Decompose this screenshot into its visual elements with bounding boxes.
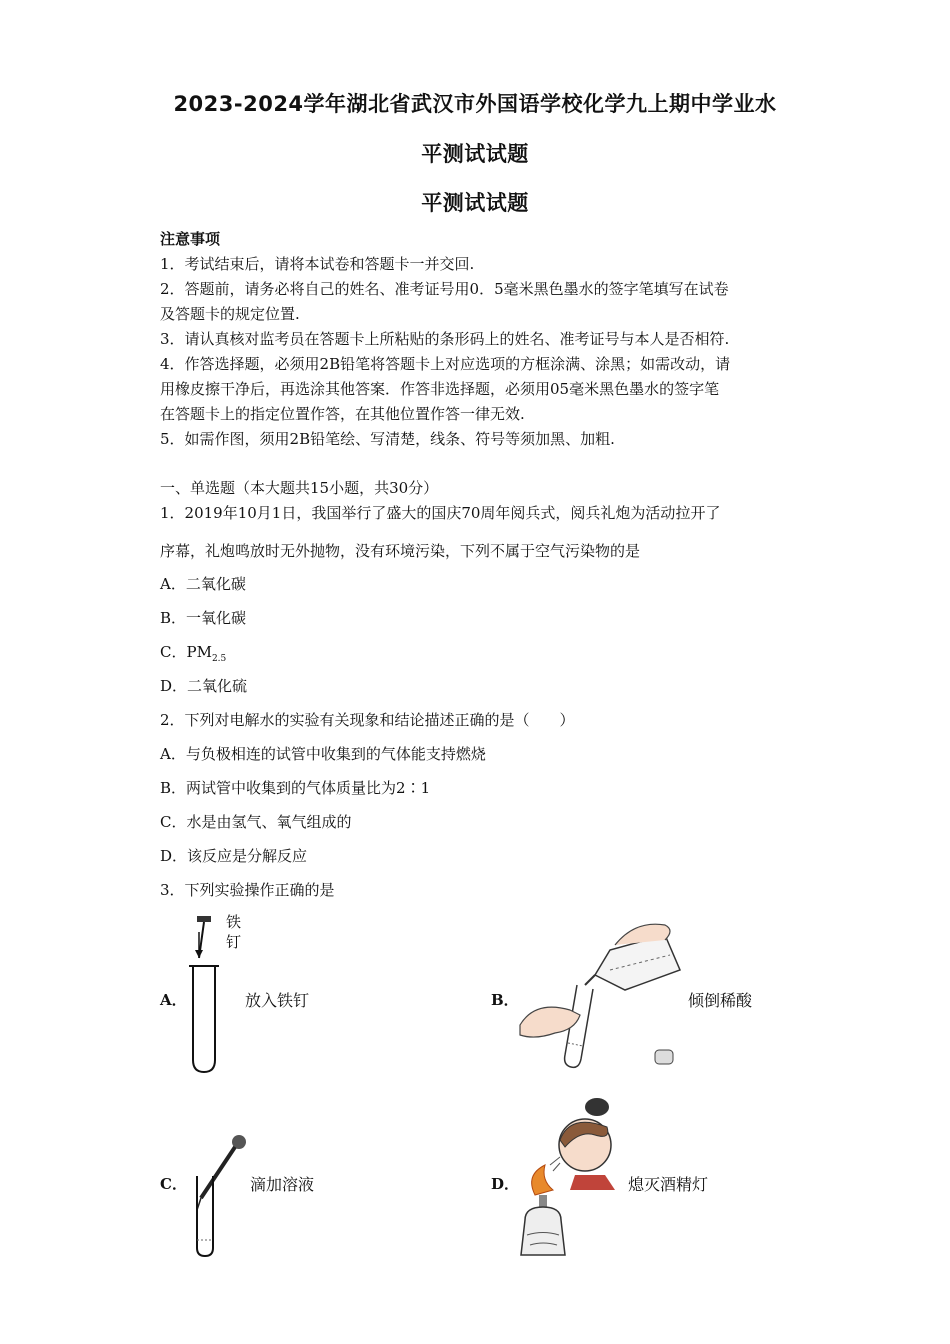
pouring-acid-figure — [515, 915, 685, 1075]
notice-line: 用橡皮擦干净后，再选涂其他答案．作答非选择题，必须用05毫米黑色墨水的签字笔 — [160, 380, 720, 398]
alcohol-lamp-figure — [515, 1095, 625, 1265]
iron-nail-label-text: 铁钉 — [226, 913, 242, 951]
section-heading: 一、单选题（本大题共15小题，共30分） — [160, 479, 439, 497]
question-1-stem: 1．2019年10月1日，我国举行了盛大的国庆70周年阅兵式，阅兵礼炮为活动拉开了 — [160, 504, 721, 522]
q1-option-d: D．二氧化硫 — [160, 677, 248, 695]
question-3-stem: 3．下列实验操作正确的是 — [160, 881, 335, 899]
dropper-figure — [185, 1130, 255, 1260]
q3-option-b-caption: 倾倒稀酸 — [688, 991, 753, 1010]
notice-line: 1．考试结束后，请将本试卷和答题卡一并交回. — [160, 255, 475, 273]
q3-option-d-label: D． — [491, 1175, 520, 1193]
q3-option-c-caption: 滴加溶液 — [250, 1175, 315, 1194]
notice-line: 3．请认真核对监考员在答题卡上所粘贴的条形码上的姓名、准考证号与本人是否相符. — [160, 330, 730, 348]
notice-heading: 注意事项 — [160, 230, 221, 248]
q1-option-a: A．二氧化碳 — [160, 575, 246, 593]
question-2-stem: 2．下列对电解水的实验有关现象和结论描述正确的是（ ） — [160, 711, 575, 729]
notice-line: 5．如需作图，须用2B铅笔绘、写清楚，线条、符号等须加黑、加粗. — [160, 430, 615, 448]
exam-title-line2: 平测试试题 — [421, 142, 529, 166]
q1-option-c — [160, 641, 226, 664]
q3-option-c-label: C． — [160, 1175, 187, 1193]
q3-option-a-label: A． — [160, 991, 187, 1009]
exam-title-line3: 平测试试题 — [421, 191, 529, 215]
question-1-stem-cont: 序幕，礼炮鸣放时无外抛物，没有环境污染，下列不属于空气污染物的是 — [160, 542, 641, 560]
q1-option-c-text: C．PM — [160, 643, 212, 661]
q3-option-d-caption: 熄灭酒精灯 — [628, 1175, 709, 1194]
q3-option-a-caption: 放入铁钉 — [245, 991, 310, 1010]
notice-line: 在答题卡上的指定位置作答，在其他位置作答一律无效. — [160, 405, 525, 423]
q3-option-b-label: B． — [491, 991, 519, 1009]
q1-option-b: B．一氧化碳 — [160, 609, 247, 627]
q1-option-c-subscript: 2.5 — [211, 654, 227, 664]
notice-line: 4．作答选择题，必须用2B铅笔将答题卡上对应选项的方框涂满、涂黑；如需改动，请 — [160, 355, 731, 373]
iron-nail-label — [226, 912, 242, 952]
q2-option-b: B．两试管中收集到的气体质量比为2∶1 — [160, 779, 431, 797]
notice-line: 2．答题前，请务必将自己的姓名、准考证号用0．5毫米黑色墨水的签字笔填写在试卷 — [160, 280, 729, 298]
exam-title-line1: 2023-2024学年湖北省武汉市外国语学校化学九上期中学业水 — [173, 92, 777, 116]
q2-option-d: D．该反应是分解反应 — [160, 847, 308, 865]
notice-line: 及答题卡的规定位置. — [160, 305, 300, 323]
q2-option-a: A．与负极相连的试管中收集到的气体能支持燃烧 — [160, 745, 486, 763]
q2-option-c: C．水是由氢气、氧气组成的 — [160, 813, 352, 831]
